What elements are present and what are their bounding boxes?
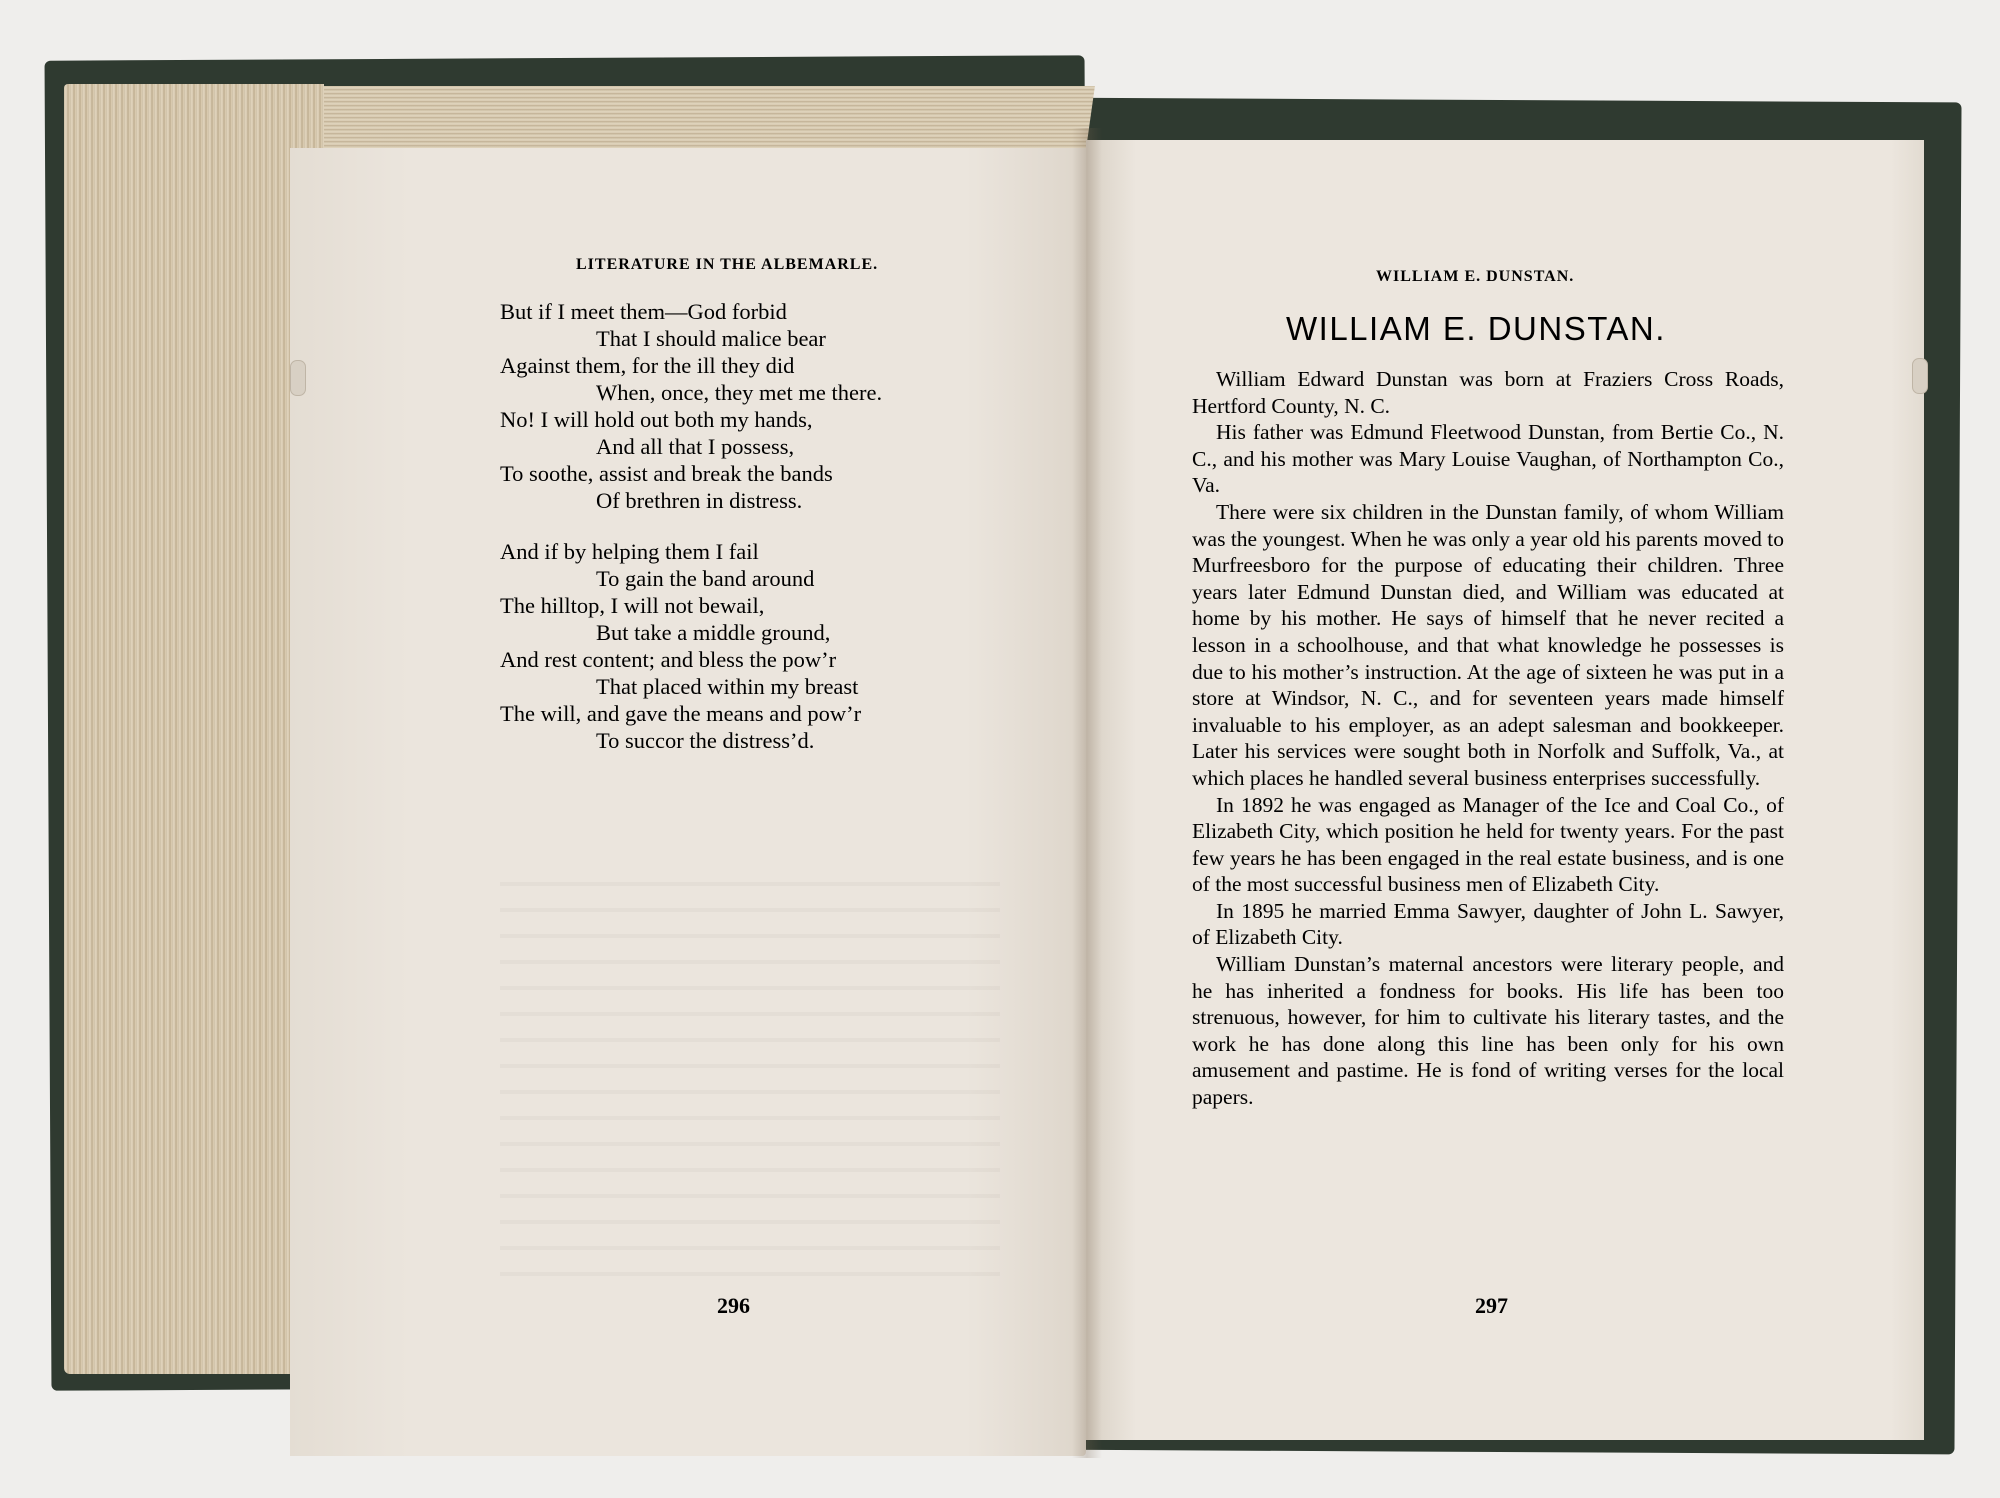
book-gutter — [1072, 128, 1102, 1458]
poem-line: That I should malice bear — [596, 326, 826, 351]
running-head-left: LITERATURE IN THE ALBEMARLE. — [576, 256, 879, 273]
stanza-break — [500, 514, 1020, 538]
poem-line: To gain the band around — [596, 566, 815, 591]
paragraph: There were six children in the Dunstan family, of whom William was the youngest. When he was only a year old his parents moved to Murfreesboro for the purpose of educating their children. Three years later Edmund Dunstan died, and William was educated at home by his mother. He says of himself that he never recited a lesson in a schoolhouse, and that what knowledge he possesses is due to his mother’s instruction. At the age of sixteen he was put in a store at Windsor, N. C., and for seventeen years made himself invaluable to his employer, as an adept salesman and bookkeeper. Later his services were sought both in Norfolk and Suffolk, Va., at which places he handled several business enterprises successfully. — [1192, 499, 1784, 790]
poem-line: When, once, they met me there. — [596, 380, 883, 405]
poem-line: Against them, for the ill they did — [500, 353, 795, 378]
running-head-right: WILLIAM E. DUNSTAN. — [1376, 268, 1575, 285]
page-block-fore-edge — [64, 84, 324, 1374]
poem-line: Of brethren in distress. — [596, 488, 803, 513]
poem-line: No! I will hold out both my hands, — [500, 407, 813, 432]
poem-line: And if by helping them I fail — [500, 539, 759, 564]
paragraph: His father was Edmund Fleetwood Dunstan, from Bertie Co., N. C., and his mother was Mary Louise Vaughan, of Northampton Co., Va. — [1192, 420, 1784, 498]
page-number-left: 296 — [717, 1293, 750, 1318]
binding-hole — [1912, 358, 1928, 394]
poem-line: And rest content; and bless the pow’r — [500, 647, 837, 672]
paragraph: William Dunstan’s maternal ancestors were literary people, and he has inherited a fondness for books. His life has been too strenuous, however, for him to cultivate his literary tastes, and the work he has done along this line has been only for his own amusement and pastime. He is fond of writing verses for the local papers. — [1192, 952, 1784, 1110]
paragraph: William Edward Dunstan was born at Fraziers Cross Roads, Hertford County, N. C. — [1192, 367, 1784, 418]
poem — [500, 298, 1020, 754]
paragraph: In 1892 he was engaged as Manager of the Ice and Coal Co., of Elizabeth City, which position he held for twenty years. For the past few years he has been engaged in the real estate business, and is one of the most successful business men of Elizabeth City. — [1192, 792, 1784, 897]
poem-line: But if I meet them—God forbid — [500, 299, 787, 324]
poem-line: To soothe, assist and break the bands — [500, 461, 833, 486]
poem-line: The will, and gave the means and pow’r — [500, 701, 862, 726]
show-through-text — [500, 860, 1000, 1280]
binding-hole — [290, 360, 306, 396]
page-number-right: 297 — [1475, 1293, 1508, 1318]
poem-line: That placed within my breast — [596, 674, 859, 699]
poem-line: And all that I possess, — [596, 434, 795, 459]
chapter-title: WILLIAM E. DUNSTAN. — [1286, 310, 1666, 347]
biography-text — [1192, 366, 1784, 1111]
poem-line: The hilltop, I will not bewail, — [500, 593, 765, 618]
poem-line: To succor the distress’d. — [596, 728, 815, 753]
paragraph: In 1895 he married Emma Sawyer, daughter of John L. Sawyer, of Elizabeth City. — [1192, 898, 1784, 950]
poem-line: But take a middle ground, — [596, 620, 831, 645]
